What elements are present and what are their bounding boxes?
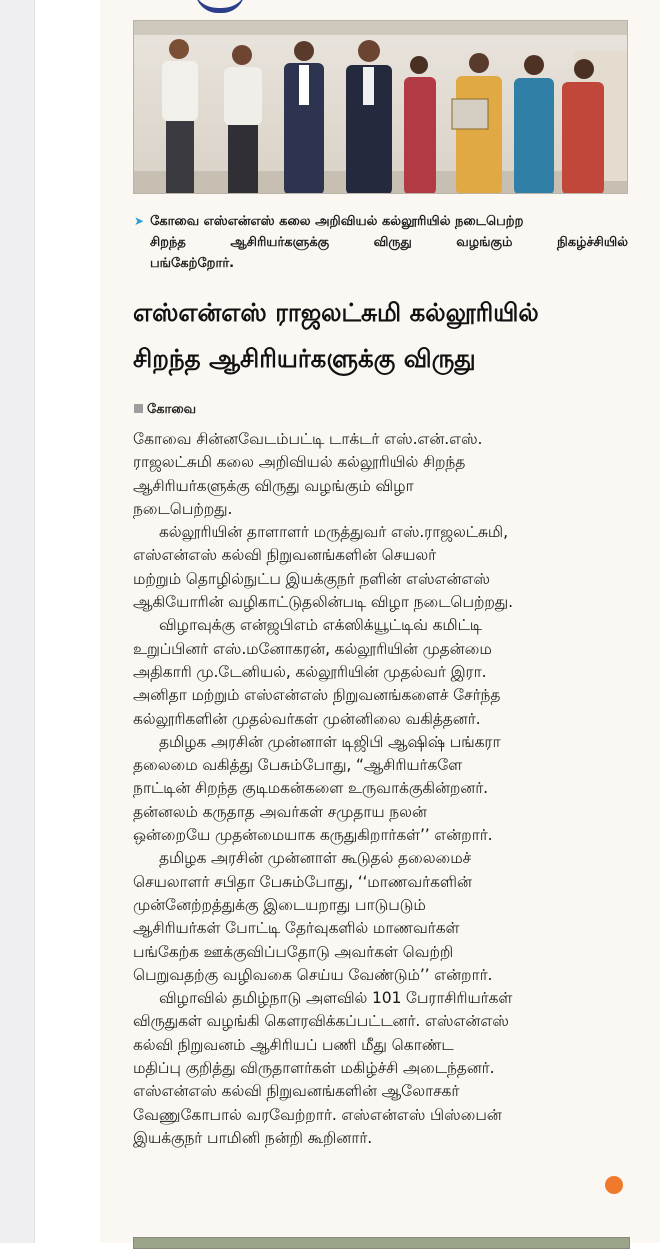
headline-line-2: சிறந்த ஆசிரியர்களுக்கு விருது [133, 344, 476, 373]
caption-word: ஆசிரியர்களுக்கு [230, 235, 330, 250]
dateline-square-icon [134, 404, 143, 413]
dateline-place: கோவை [147, 402, 197, 417]
caption-word: வழங்கும் [456, 235, 513, 250]
article-line: விருதுகள் வழங்கி கௌரவிக்கப்பட்டனர். எஸ்என்எஸ் [133, 1012, 509, 1031]
article-line: எஸ்என்எஸ் கல்வி நிறுவனங்களின் செயலர் [133, 546, 437, 565]
caption-word: நிகழ்ச்சியில் [556, 235, 628, 250]
article-line: நாட்டின் சிறந்த குடிமகன்களை உருவாக்குகின்றனர். [133, 779, 488, 798]
article-line: தன்னலம் கருதாத அவர்கள் சமுதாய நலன் [133, 802, 427, 821]
dateline [134, 402, 196, 418]
article-line: பெறுவதற்கு வழிவகை செய்ய வேண்டும்’’ என்றார். [133, 965, 493, 984]
article-body [133, 428, 629, 1150]
caption-arrow-icon: ➤ [134, 214, 145, 228]
article-line: கல்லூரிகளின் முதல்வர்கள் முன்னிலை வகித்தனர். [133, 709, 481, 728]
caption-line-1: கோவை எஸ்என்எஸ் கலை அறிவியல் கல்லூரியில் நடைபெற்ற [150, 214, 524, 229]
article-line: எஸ்என்எஸ் கல்வி நிறுவனங்களின் ஆலோசகர் [133, 1082, 460, 1101]
article-line: தலைமை வகித்து பேசும்போது, “ஆசிரியர்களே [133, 756, 463, 775]
article-line: இயக்குநர் பாமினி நன்றி கூறினார். [133, 1128, 373, 1147]
article-line: கல்லூரியின் தாளாளர் மருத்துவர் எஸ்.ராஜலட்சுமி, [159, 523, 508, 542]
article-line: கோவை சின்னவேடம்பட்டி டாக்டர் எஸ்.என்.எஸ். [133, 430, 483, 448]
article-line: ஒன்றையே முதன்மையாக கருதுகிறார்கள்’’ என்றார். [133, 826, 493, 845]
article-line: மற்றும் தொழில்நுட்ப இயக்குநர் நளின் எஸ்என்எஸ் [133, 569, 490, 588]
article-line: ஆசிரியர்களுக்கு விருது வழங்கும் விழா [133, 476, 414, 495]
caption-line-3: பங்கேற்றோர். [150, 256, 235, 271]
article-line: ராஜலட்சுமி கலை அறிவியல் கல்லூரியில் சிறந்த [133, 453, 466, 472]
article-headline [133, 290, 623, 382]
next-photo-edge [133, 1237, 630, 1249]
article-line: உறுப்பினர் எஸ்.மனோகரன், கல்லூரியின் முதன்மை [133, 639, 492, 658]
article-line: ஆகியோரின் வழிகாட்டுதலின்படி விழா நடைபெற்றது. [133, 593, 513, 612]
person-3 [284, 41, 324, 194]
article-line: அதிகாரி மு.டேனியல், கல்லூரியின் முதல்வர் இரா. [133, 662, 487, 681]
article-line: பங்கேற்க ஊக்குவிப்பதோடு அவர்கள் வெற்றி [133, 942, 454, 961]
article-line: தமிழக அரசின் முன்னாள் கூடுதல் தலைமைச் [159, 849, 472, 868]
person-1 [162, 39, 198, 194]
article-line: மதிப்பு குறித்து விருதாளர்கள் மகிழ்ச்சி அடைந்தனர். [133, 1059, 495, 1078]
article-line: நடைபெற்றது. [133, 499, 233, 518]
article-line: கல்வி நிறுவனம் ஆசிரியப் பணி மீது கொண்ட [133, 1035, 454, 1054]
article-line: ஆசிரியர்கள் போட்டி தேர்வுகளில் மாணவர்கள் [133, 919, 460, 938]
photo-caption [134, 211, 628, 274]
left-margin-strip [0, 0, 35, 1243]
article-line: செயலாளர் சபிதா பேசும்போது, ‘‘மாணவர்களின் [133, 872, 472, 891]
caption-word: விருது [373, 235, 412, 250]
article-line: முன்னேற்றத்துக்கு இடையறாது பாடுபடும் [133, 895, 426, 914]
article-line: தமிழக அரசின் முன்னாள் டிஜிபி ஆஷிஷ் பங்கரா [159, 732, 501, 751]
article-line: விழாவில் தமிழ்நாடு அளவில் 101 பேராசிரியர்கள் [159, 989, 513, 1008]
article-line: வேணுகோபால் வரவேற்றார். எஸ்என்எஸ் பிஸ்பைன் [133, 1105, 502, 1124]
article-line: அனிதா மற்றும் எஸ்என்எஸ் நிறுவனங்களைச் சேர்ந்த [133, 686, 501, 705]
person-2 [224, 45, 262, 194]
article-line: விழாவுக்கு என்ஜபிஎம் எக்ஸிக்யூட்டிவ் கமிட்டி [159, 616, 483, 635]
caption-word: சிறந்த [150, 235, 186, 250]
event-photo [133, 20, 628, 194]
caption-line-2 [134, 232, 628, 253]
end-mark-dot [605, 1176, 623, 1194]
headline-line-1: எஸ்என்எஸ் ராஜலட்சுமி கல்லூரியில் [133, 298, 539, 327]
